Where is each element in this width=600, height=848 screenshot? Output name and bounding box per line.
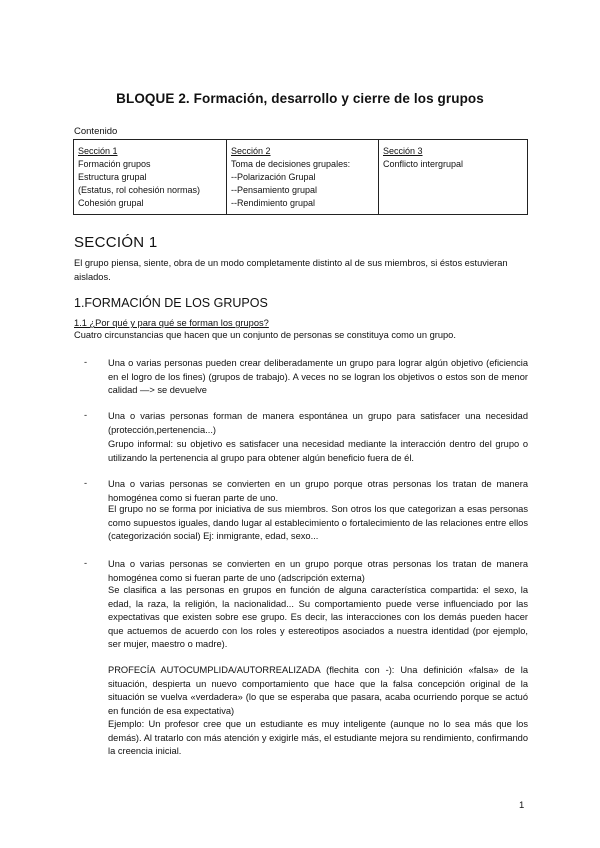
bullet-marker: -	[84, 558, 88, 568]
list-item-paragraph: Una o varias personas se convierten en un grupo porque otras personas los tratan de manera homogénea como si fueran parte de uno (adscripción externa)	[108, 559, 528, 583]
contenido-label: Contenido	[74, 126, 118, 137]
list-item-paragraph: Una o varias personas se convierten en un grupo porque otras personas los tratan de manera homogénea como si fueran parte de uno.	[108, 479, 528, 503]
bullet-marker: -	[84, 410, 88, 420]
seccion-heading: SECCIÓN 1	[74, 234, 158, 251]
section-2-line: --Pensamiento grupal	[231, 185, 318, 195]
list-item-paragraph: Una o varias personas pueden crear deliberadamente un grupo para lograr algún objetivo (eficiencia en el logro de los fines) (grupos de trabajo). A veces no se logran los objetivos o estos son de menor calidad —> se devuelve	[108, 358, 528, 396]
list-item-paragraph: Una o varias personas forman de manera espontánea un grupo para satisfacer una necesidad (protección,pertenencia...)	[108, 411, 528, 435]
section-3-cell	[379, 140, 528, 215]
list-item-paragraph: Se clasifica a las personas en grupos en función de alguna característica compartida: el sexo, la edad, la raza, la religión, la nacionalidad... Su comportamiento puede verse influenciado por las expectativas que existen sobre ese grupo. Es decir, las interacciones con los demás pueden hacer que actuemos de acuerdo con los roles y estereotipos asociados a nuestra identidad (por ejemplo, ser mujer, maestro o madre).	[108, 585, 528, 650]
section-2-line: --Rendimiento grupal	[231, 198, 316, 208]
bullet-marker: -	[84, 357, 88, 367]
formacion-heading: 1.FORMACIÓN DE LOS GRUPOS	[74, 296, 268, 310]
section-1-line: Cohesión grupal	[78, 198, 144, 208]
document-title: BLOQUE 2. Formación, desarrollo y cierre de los grupos	[116, 91, 484, 106]
profecia-paragraph: PROFECÍA AUTOCUMPLIDA/AUTORREALIZADA (flechita con -): Una definición «falsa» de la situación, despierta un nuevo comportamiento que hace que la falsa concepción original de la situación se vuelva «verdadera» (lo que se esperaba que pasara, acaba ocurriendo porque se actuó en función de esa expectativa)	[108, 665, 528, 716]
section-1-line: Formación grupos	[78, 159, 151, 169]
section-3-heading: Sección 3	[383, 146, 423, 156]
section-2-heading: Sección 2	[231, 146, 271, 156]
section-3-line: Conflicto intergrupal	[383, 159, 464, 169]
sections-table	[73, 139, 528, 215]
section-2-cell	[227, 140, 379, 215]
section-1-cell	[74, 140, 227, 215]
section-1-line: (Estatus, rol cohesión normas)	[78, 185, 201, 195]
page-number: 1	[519, 800, 525, 811]
bullet-marker: -	[84, 478, 88, 488]
section-2-line: Toma de decisiones grupales:	[231, 159, 351, 169]
section-2-line: --Polarización Grupal	[231, 172, 316, 182]
profecia-example: Ejemplo: Un profesor cree que un estudiante es muy inteligente (aunque no lo sea más que los demás). Al tratarlo con más atención y exigirle más, el estudiante mejora su rendimiento, confirmando la creencia inicial.	[108, 719, 528, 757]
list-item-paragraph: Grupo informal: su objetivo es satisfacer una necesidad mediante la interacción dentro del grupo o utilizando la pertenencia al grupo para obtener algún beneficio fuera de él.	[108, 439, 528, 463]
list-item-paragraph: El grupo no se forma por iniciativa de sus miembros. Son otros los que categorizan a esas personas como supuestos iguales, dando lugar al establecimiento o fortalecimiento de las relaciones entre ellos (categorización social) Ej: inmigrante, edad, sexo...	[108, 504, 528, 542]
subheading: 1.1 ¿Por qué y para qué se forman los grupos?	[74, 318, 269, 328]
section-1-line: Estructura grupal	[78, 172, 147, 182]
cuatro-circunstancias: Cuatro circunstancias que hacen que un conjunto de personas se constituya como un grupo.	[74, 330, 456, 340]
intro-paragraph: El grupo piensa, siente, obra de un modo completamente distinto al de sus miembros, si éstos estuvieran aislados.	[74, 258, 508, 282]
section-1-heading: Sección 1	[78, 146, 118, 156]
